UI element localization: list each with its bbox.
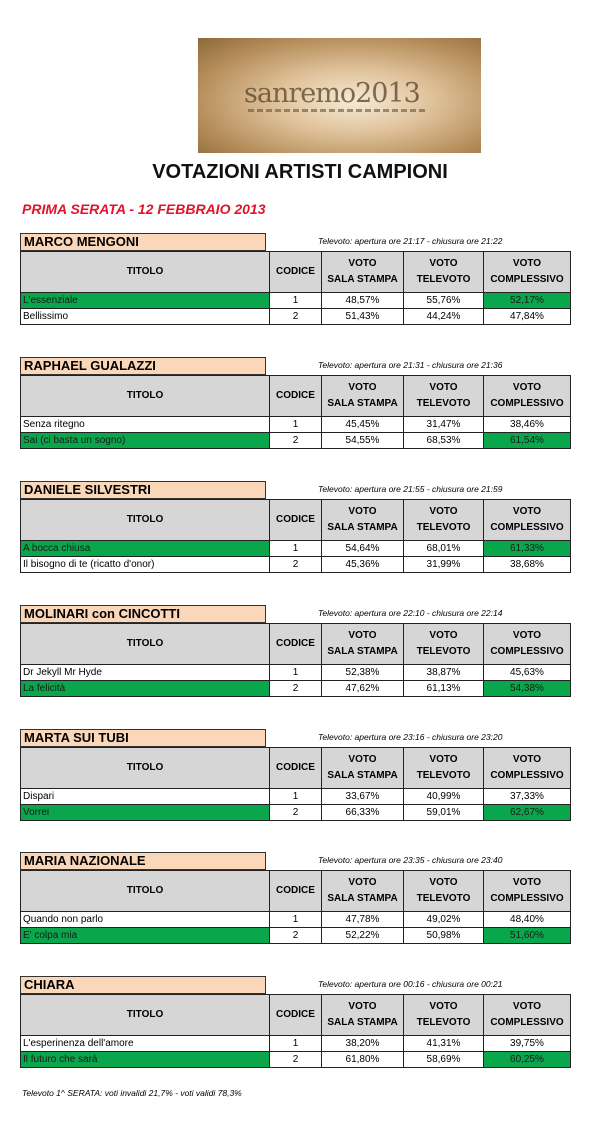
artist-name: MARIA NAZIONALE [20,852,266,870]
vote-televoto: 31,99% [404,557,484,573]
table-header-row [21,500,571,541]
page-title: VOTAZIONI ARTISTI CAMPIONI [152,161,448,183]
table-header-row [21,624,571,665]
vote-televoto: 31,47% [404,417,484,433]
vote-televoto: 61,13% [404,681,484,697]
header-titolo: TITOLO [21,252,270,293]
song-code: 2 [270,309,322,325]
song-code: 1 [270,1036,322,1052]
song-title: Il futuro che sarà [21,1052,270,1068]
vote-televoto: 49,02% [404,912,484,928]
logo-decoration [248,109,428,112]
table-header-row [21,376,571,417]
table-row [21,433,571,449]
votes-table [20,870,571,944]
header-codice: CODICE [270,624,322,665]
vote-complessivo: 61,33% [484,541,571,557]
song-code: 2 [270,557,322,573]
vote-sala-stampa: 52,38% [322,665,404,681]
vote-sala-stampa: 66,33% [322,805,404,821]
header-complessivo: VOTO COMPLESSIVO [484,500,571,541]
votes-table [20,375,571,449]
vote-sala-stampa: 33,67% [322,789,404,805]
song-code: 2 [270,1052,322,1068]
vote-sala-stampa: 45,36% [322,557,404,573]
header-sala-stampa: VOTO SALA STAMPA [322,252,404,293]
header-televoto: VOTO TELEVOTO [404,252,484,293]
header-codice: CODICE [270,500,322,541]
header-sala-stampa: VOTO SALA STAMPA [322,500,404,541]
votes-table [20,251,571,325]
header-complessivo: VOTO COMPLESSIVO [484,748,571,789]
vote-complessivo: 62,67% [484,805,571,821]
vote-televoto: 68,01% [404,541,484,557]
header-sala-stampa: VOTO SALA STAMPA [322,748,404,789]
televoto-time: Televoto: apertura ore 21:31 - chiusura ore 21:36 [318,360,503,370]
header-titolo: TITOLO [21,624,270,665]
vote-complessivo: 37,33% [484,789,571,805]
artist-name: MARCO MENGONI [20,233,266,251]
song-title: Bellissimo [21,309,270,325]
vote-sala-stampa: 54,55% [322,433,404,449]
table-row [21,681,571,697]
televoto-time: Televoto: apertura ore 22:10 - chiusura ore 22:14 [318,608,503,618]
artist-name: RAPHAEL GUALAZZI [20,357,266,375]
vote-complessivo: 38,68% [484,557,571,573]
header-complessivo: VOTO COMPLESSIVO [484,871,571,912]
vote-sala-stampa: 61,80% [322,1052,404,1068]
song-code: 2 [270,805,322,821]
artist-name: CHIARA [20,976,266,994]
table-row [21,912,571,928]
serata-subtitle: PRIMA SERATA - 12 FEBBRAIO 2013 [22,201,266,217]
song-code: 1 [270,789,322,805]
vote-complessivo: 61,54% [484,433,571,449]
header-televoto: VOTO TELEVOTO [404,871,484,912]
televoto-time: Televoto: apertura ore 21:17 - chiusura ore 21:22 [318,236,503,246]
vote-televoto: 40,99% [404,789,484,805]
vote-sala-stampa: 38,20% [322,1036,404,1052]
song-code: 1 [270,912,322,928]
song-title: L'essenziale [21,293,270,309]
header-codice: CODICE [270,376,322,417]
vote-televoto: 44,24% [404,309,484,325]
televoto-time: Televoto: apertura ore 23:35 - chiusura ore 23:40 [318,855,503,865]
header-codice: CODICE [270,252,322,293]
table-row [21,1052,571,1068]
header-complessivo: VOTO COMPLESSIVO [484,995,571,1036]
vote-televoto: 58,69% [404,1052,484,1068]
song-title: L'esperinenza dell'amore [21,1036,270,1052]
televoto-time: Televoto: apertura ore 23:16 - chiusura ore 23:20 [318,732,503,742]
header-televoto: VOTO TELEVOTO [404,500,484,541]
vote-complessivo: 48,40% [484,912,571,928]
vote-sala-stampa: 51,43% [322,309,404,325]
song-title: Il bisogno di te (ricatto d'onor) [21,557,270,573]
song-title: La felicità [21,681,270,697]
vote-televoto: 38,87% [404,665,484,681]
song-title: Vorrei [21,805,270,821]
header-titolo: TITOLO [21,500,270,541]
song-title: Sai (ci basta un sogno) [21,433,270,449]
song-title: E' colpa mia [21,928,270,944]
song-title: Dr Jekyll Mr Hyde [21,665,270,681]
artist-section [0,729,600,837]
vote-complessivo: 38,46% [484,417,571,433]
vote-sala-stampa: 47,78% [322,912,404,928]
header-sala-stampa: VOTO SALA STAMPA [322,995,404,1036]
table-row [21,541,571,557]
vote-complessivo: 45,63% [484,665,571,681]
vote-televoto: 50,98% [404,928,484,944]
votes-table [20,994,571,1068]
song-code: 1 [270,293,322,309]
song-code: 2 [270,928,322,944]
artist-section [0,976,600,1084]
table-row [21,789,571,805]
vote-complessivo: 47,84% [484,309,571,325]
artist-name: MOLINARI con CINCOTTI [20,605,266,623]
sanremo-logo [198,38,481,153]
artist-name: MARTA SUI TUBI [20,729,266,747]
header-sala-stampa: VOTO SALA STAMPA [322,376,404,417]
table-row [21,665,571,681]
votes-table [20,499,571,573]
vote-sala-stampa: 52,22% [322,928,404,944]
votes-table [20,747,571,821]
vote-sala-stampa: 47,62% [322,681,404,697]
artist-section [0,605,600,713]
header-titolo: TITOLO [21,995,270,1036]
televoto-time: Televoto: apertura ore 21:55 - chiusura ore 21:59 [318,484,503,494]
table-row [21,557,571,573]
table-header-row [21,748,571,789]
table-row [21,417,571,433]
header-codice: CODICE [270,871,322,912]
header-televoto: VOTO TELEVOTO [404,748,484,789]
song-code: 1 [270,665,322,681]
artist-section [0,233,600,341]
table-row [21,928,571,944]
vote-televoto: 68,53% [404,433,484,449]
song-code: 1 [270,541,322,557]
table-row [21,309,571,325]
table-row [21,293,571,309]
televoto-time: Televoto: apertura ore 00:16 - chiusura ore 00:21 [318,979,503,989]
song-code: 2 [270,681,322,697]
vote-televoto: 55,76% [404,293,484,309]
song-code: 2 [270,433,322,449]
header-complessivo: VOTO COMPLESSIVO [484,376,571,417]
header-codice: CODICE [270,748,322,789]
song-title: Quando non parlo [21,912,270,928]
song-title: A bocca chiusa [21,541,270,557]
header-titolo: TITOLO [21,376,270,417]
header-sala-stampa: VOTO SALA STAMPA [322,624,404,665]
vote-complessivo: 51,60% [484,928,571,944]
artist-section [0,357,600,465]
vote-complessivo: 39,75% [484,1036,571,1052]
vote-sala-stampa: 54,64% [322,541,404,557]
artist-section [0,481,600,589]
header-codice: CODICE [270,995,322,1036]
header-televoto: VOTO TELEVOTO [404,376,484,417]
votes-table [20,623,571,697]
table-header-row [21,252,571,293]
header-televoto: VOTO TELEVOTO [404,995,484,1036]
song-title: Dispari [21,789,270,805]
header-titolo: TITOLO [21,748,270,789]
vote-complessivo: 54,38% [484,681,571,697]
header-titolo: TITOLO [21,871,270,912]
table-header-row [21,871,571,912]
artist-section [0,852,600,960]
logo-text: sanremo2013 [244,78,420,109]
song-title: Senza ritegno [21,417,270,433]
header-sala-stampa: VOTO SALA STAMPA [322,871,404,912]
vote-televoto: 41,31% [404,1036,484,1052]
table-header-row [21,995,571,1036]
artist-name: DANIELE SILVESTRI [20,481,266,499]
header-complessivo: VOTO COMPLESSIVO [484,252,571,293]
vote-sala-stampa: 48,57% [322,293,404,309]
table-row [21,805,571,821]
song-code: 1 [270,417,322,433]
vote-sala-stampa: 45,45% [322,417,404,433]
vote-complessivo: 52,17% [484,293,571,309]
footnote: Televoto 1^ SERATA: voti invalidi 21,7% - voti validi 78,3% [22,1088,242,1098]
vote-televoto: 59,01% [404,805,484,821]
header-complessivo: VOTO COMPLESSIVO [484,624,571,665]
vote-complessivo: 60,25% [484,1052,571,1068]
table-row [21,1036,571,1052]
header-televoto: VOTO TELEVOTO [404,624,484,665]
